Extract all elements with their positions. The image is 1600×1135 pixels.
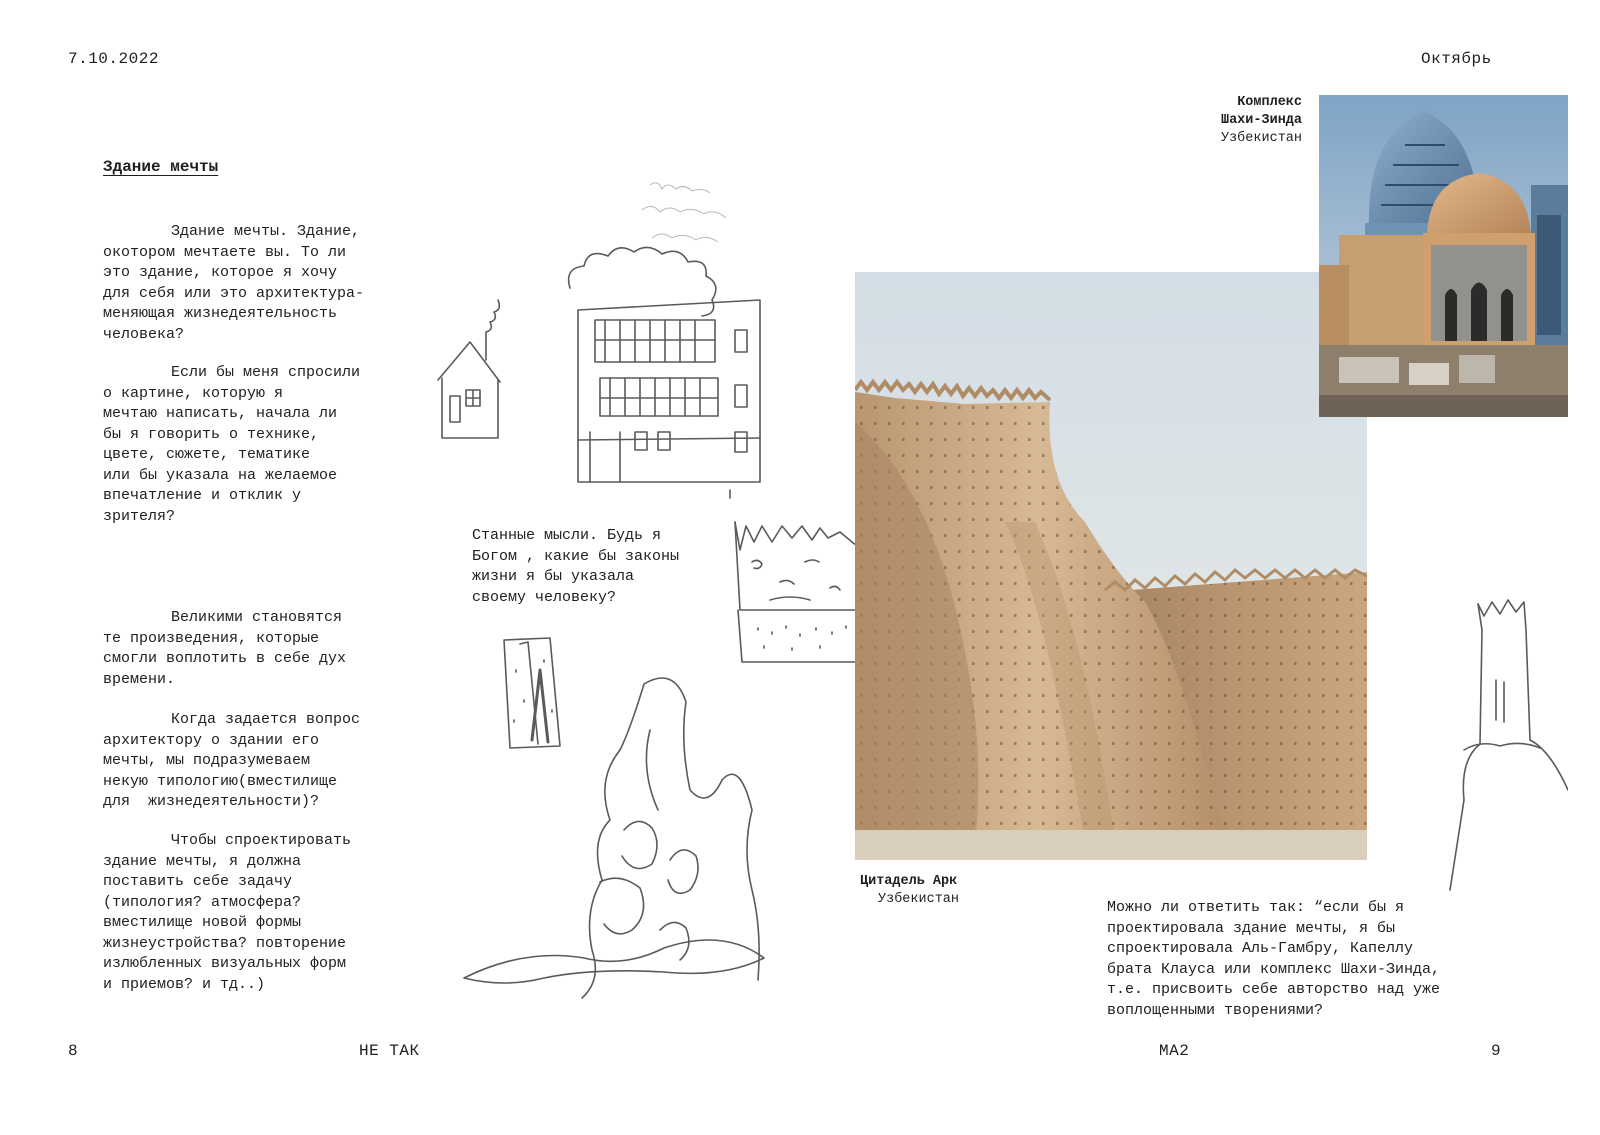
photo-shah-i-zinda	[1319, 95, 1568, 417]
header-month: Октябрь	[1421, 50, 1492, 68]
right-tower-sketch	[1420, 590, 1568, 1010]
paragraph-4: Когда задается вопрос архитектору о здании его мечты, мы подразумеваем некую типологию(вместилище для жизнедеятельности)?	[103, 711, 361, 810]
photo-main-caption-name: Цитадель Арк	[860, 874, 958, 889]
paragraph-1: Здание мечты. Здание, окотором мечтаете вы. То ли это здание, которое я хочу для себя или это архитектура- меняющая жизнедеятельность человека?	[103, 223, 365, 343]
photo-main-caption-country: Узбекистан	[878, 892, 960, 907]
photo-top-caption-country: Узбекистан	[1220, 131, 1302, 146]
middle-note: Станные мысли. Будь я Богом , какие бы законы жизни я бы указала своему человеку?	[472, 527, 680, 606]
faint-handwriting-sketch	[642, 183, 726, 242]
small-house-sketch	[438, 300, 500, 438]
bottom-note: Можно ли ответить так: “если бы я проектировала здание мечты, я бы спроектировала Аль-Гамбру, Капеллу брата Клауса или комплекс Шахи-Зинда, т.е. присвоить себе авторство над уже воплощенными творениями?	[1107, 899, 1441, 1019]
header-date: 7.10.2022	[68, 50, 159, 68]
box-sketch	[735, 522, 860, 662]
footer-right-label: МА2	[1159, 1042, 1190, 1060]
footer-left-label: НЕ ТАК	[359, 1042, 420, 1060]
paragraph-2: Если бы меня спросили о картине, которую я мечтаю написать, начала ли бы я говорить о технике, цвете, сюжете, тематике или бы указала на желаемое впечатление и отклик у зрителя?	[103, 364, 361, 525]
article-title: Здание мечты	[103, 158, 219, 176]
paragraph-3: Великими становятся те произведения, которые смогли воплотить в себе дух времени.	[103, 609, 347, 688]
photo-top-caption-name: Комплекс Шахи-Зинда	[1220, 95, 1302, 128]
tower-sketch	[504, 638, 560, 748]
footer-left-page-number: 8	[68, 1042, 79, 1060]
paragraph-5: Чтобы спроектировать здание мечты, я должна поставить себе задачу (типология? атмосфера? вместилище новой формы жизнеустройства? повторение излюбленных визуальных форм и приемов? и тд..)	[103, 832, 352, 993]
apartment-building-sketch	[569, 247, 760, 498]
footer-right-page-number: 9	[1491, 1042, 1502, 1060]
photo-citadel-ark	[855, 272, 1367, 860]
